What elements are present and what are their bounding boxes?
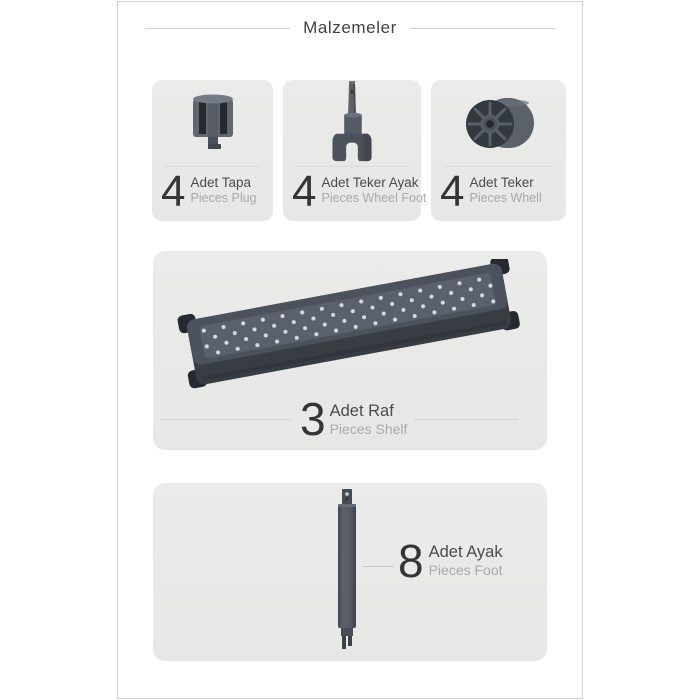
foot-callout-line <box>363 566 394 567</box>
shelf-label-en: Pieces Shelf <box>329 420 408 437</box>
parts-card-row <box>152 80 566 221</box>
shelf-label-tr: Adet Raf <box>329 401 394 420</box>
foot-qty: 8 <box>398 535 424 587</box>
page-title: Malzemeler <box>303 18 397 37</box>
title-row <box>145 18 555 38</box>
shelf-icon <box>170 259 530 399</box>
wheel-foot-icon <box>283 80 421 166</box>
shelf-caption <box>153 393 547 445</box>
instruction-page <box>117 1 583 699</box>
foot-label-en: Pieces Foot <box>428 562 503 578</box>
wheel-icon <box>431 80 566 166</box>
wheel-caption <box>431 167 566 216</box>
wheel-foot-label-tr: Adet Teker Ayak <box>321 175 419 190</box>
title-rule-right <box>410 28 555 29</box>
wheel-foot-label-en: Pieces Wheel Foot <box>321 191 427 205</box>
wheel-label-en: Pieces Whell <box>469 191 542 205</box>
title-rule-left <box>145 28 290 29</box>
wheel-foot-caption <box>283 167 427 216</box>
shelf-qty: 3 <box>300 393 326 445</box>
shelf-rule-right <box>414 419 518 420</box>
plug-icon <box>152 80 273 166</box>
part-card-wheel <box>431 80 566 221</box>
part-card-foot <box>153 483 547 661</box>
part-card-plug <box>152 80 273 221</box>
foot-icon <box>332 489 362 653</box>
part-card-shelf <box>153 251 547 450</box>
plug-qty: 4 <box>161 167 186 216</box>
plug-label-en: Pieces Plug <box>190 191 257 205</box>
wheel-foot-qty: 4 <box>292 167 317 216</box>
plug-label-tr: Adet Tapa <box>190 175 252 190</box>
part-card-wheel-foot <box>283 80 427 221</box>
plug-caption <box>152 167 273 216</box>
foot-label-tr: Adet Ayak <box>428 543 503 561</box>
wheel-qty: 4 <box>440 167 465 216</box>
foot-caption <box>398 535 503 587</box>
wheel-label-tr: Adet Teker <box>469 175 534 190</box>
shelf-rule-left <box>160 419 291 420</box>
